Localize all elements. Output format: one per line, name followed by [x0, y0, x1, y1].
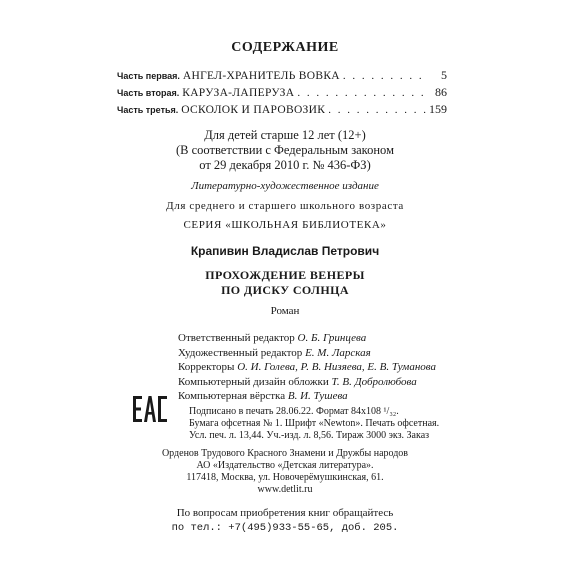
- credit-name: Е. М. Ларская: [305, 346, 371, 359]
- toc-page-number: 5: [441, 68, 447, 82]
- publisher-name: АО «Издательство «Детская литература».: [196, 460, 374, 471]
- contact-line: По вопросам приобретения книг обращайтесь: [176, 507, 394, 519]
- book-title-line-2: ПО ДИСКУ СОЛНЦА: [221, 283, 349, 297]
- toc-part-label: Часть первая.: [117, 71, 180, 81]
- credit-name: В. И. Тушева: [287, 390, 348, 403]
- imprint-line: Усл. печ. л. 13,44. Уч.-изд. л. 8,56. Тираж 3000 экз. Заказ: [189, 430, 430, 441]
- credit-role: Ответственный редактор: [178, 332, 295, 344]
- imprint-line: Бумага офсетная № 1. Шрифт «Newton». Печать офсетная.: [189, 418, 440, 429]
- credit-role: Художественный редактор: [178, 346, 303, 359]
- credit-line: [178, 375, 436, 390]
- series-name: СЕРИЯ «ШКОЛЬНАЯ БИБЛИОТЕКА»: [183, 219, 387, 231]
- credit-role: Компьютерный дизайн обложки: [178, 375, 329, 388]
- age-rating-law-date: от 29 декабря 2010 г. № 436-ФЗ): [199, 158, 371, 172]
- contact-phone-text: по тел.: +7(495)933-55-65, доб. 205.: [171, 522, 399, 534]
- publisher-address: 117418, Москва, ул. Новочерёмушкинская, 61.: [186, 472, 384, 483]
- author-name: Крапивин Владислав Петрович: [190, 244, 380, 258]
- toc-part-label: Часть третья.: [117, 105, 179, 115]
- imprint-line: Подписано в печать 28.06.22. Формат 84x108 ¹/₃₂.: [189, 406, 399, 417]
- contact-phone: [0, 521, 570, 535]
- toc-part-label: Часть вторая.: [117, 88, 180, 98]
- credit-role: Корректоры: [178, 361, 235, 374]
- book-title-line-1: ПРОХОЖДЕНИЕ ВЕНЕРЫ: [205, 268, 365, 282]
- toc-chapter-title: КАРУЗА-ЛАПЕРУЗА: [182, 87, 295, 99]
- credit-name: О. Б. Гринцева: [297, 332, 367, 344]
- credit-name: Т. В. Добролюбова: [331, 375, 417, 388]
- credits-list: [178, 331, 436, 404]
- table-of-contents: [117, 68, 447, 119]
- toc-chapter-title: ОСКОЛОК И ПАРОВОЗИК: [181, 104, 326, 116]
- toc-entry: [117, 85, 447, 102]
- toc-page-number: 159: [429, 102, 447, 116]
- toc-title: СОДЕРЖАНИЕ: [231, 40, 339, 55]
- credit-line: [178, 331, 436, 346]
- eac-conformity-mark-icon: [133, 396, 167, 422]
- publisher-award-line: Орденов Трудового Красного Знамени и Дружбы народов: [161, 448, 409, 459]
- credit-line: [178, 389, 436, 404]
- age-rating-line: Для детей старше 12 лет (12+): [204, 128, 366, 142]
- credit-line: [178, 346, 436, 361]
- age-rating-law-line: (В соответствии с Федеральным законом: [176, 143, 394, 157]
- audience: Для среднего и старшего школьного возраста: [166, 200, 404, 212]
- toc-dot-leader: [328, 104, 426, 116]
- publisher-website: www.detlit.ru: [257, 484, 313, 495]
- edition-type: Литературно-художественное издание: [191, 180, 379, 192]
- credit-name: О. И. Голева, Р. В. Низяева, Е. В. Туманова: [237, 361, 436, 374]
- toc-dot-leader: [343, 70, 426, 82]
- toc-chapter-title: АНГЕЛ-ХРАНИТЕЛЬ ВОВКА: [182, 70, 340, 82]
- genre: Роман: [270, 305, 300, 317]
- toc-page-number: 86: [435, 85, 447, 99]
- toc-dot-leader: [297, 87, 426, 99]
- credit-line: [178, 360, 436, 375]
- credit-role: Компьютерная вёрстка: [178, 390, 286, 403]
- toc-entry: [117, 102, 447, 119]
- toc-entry: [117, 68, 447, 85]
